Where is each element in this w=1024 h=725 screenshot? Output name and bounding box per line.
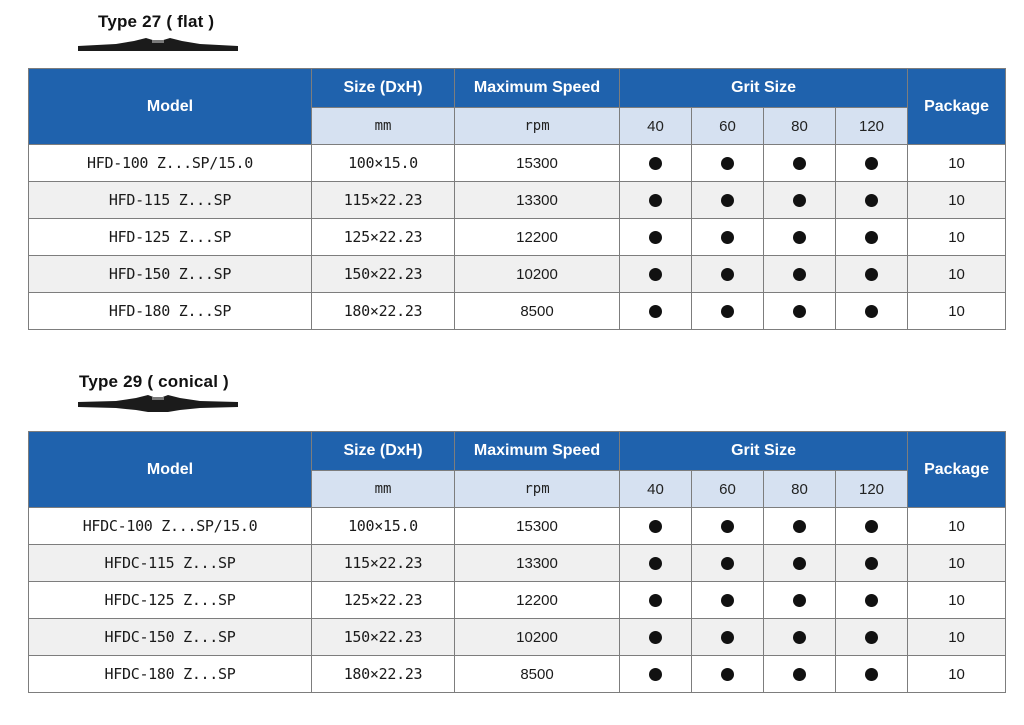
cell-grit <box>620 219 692 256</box>
availability-dot-icon <box>649 157 662 170</box>
table-row <box>29 508 1006 545</box>
cell-grit <box>620 508 692 545</box>
header-size-unit: mm <box>312 471 455 508</box>
cell-grit <box>764 219 836 256</box>
conical-flap-disc-icon <box>76 391 240 413</box>
cell-package: 10 <box>908 508 1006 545</box>
cell-speed: 10200 <box>455 256 620 293</box>
cell-grit <box>836 293 908 330</box>
availability-dot-icon <box>721 157 734 170</box>
availability-dot-icon <box>649 594 662 607</box>
availability-dot-icon <box>865 520 878 533</box>
cell-grit <box>620 656 692 693</box>
table-row <box>29 256 1006 293</box>
cell-grit <box>764 508 836 545</box>
availability-dot-icon <box>865 231 878 244</box>
cell-speed: 8500 <box>455 656 620 693</box>
cell-grit <box>764 656 836 693</box>
cell-model: HFDC-100 Z...SP/15.0 <box>29 508 312 545</box>
cell-model: HFD-125 Z...SP <box>29 219 312 256</box>
cell-grit <box>836 582 908 619</box>
cell-grit <box>620 545 692 582</box>
availability-dot-icon <box>649 305 662 318</box>
table-row <box>29 582 1006 619</box>
cell-model: HFD-180 Z...SP <box>29 293 312 330</box>
cell-package: 10 <box>908 293 1006 330</box>
availability-dot-icon <box>793 194 806 207</box>
cell-speed: 8500 <box>455 293 620 330</box>
cell-package: 10 <box>908 219 1006 256</box>
availability-dot-icon <box>721 668 734 681</box>
section-title: Type 27 ( flat ) <box>98 12 215 31</box>
cell-grit <box>620 619 692 656</box>
cell-grit <box>692 545 764 582</box>
cell-size: 125×22.23 <box>312 582 455 619</box>
cell-grit <box>764 145 836 182</box>
cell-package: 10 <box>908 182 1006 219</box>
cell-grit <box>692 619 764 656</box>
table-row <box>29 656 1006 693</box>
cell-speed: 13300 <box>455 545 620 582</box>
cell-grit <box>836 619 908 656</box>
cell-package: 10 <box>908 619 1006 656</box>
availability-dot-icon <box>649 268 662 281</box>
cell-size: 115×22.23 <box>312 182 455 219</box>
availability-dot-icon <box>649 631 662 644</box>
availability-dot-icon <box>649 231 662 244</box>
cell-package: 10 <box>908 545 1006 582</box>
cell-model: HFDC-180 Z...SP <box>29 656 312 693</box>
cell-grit <box>692 293 764 330</box>
header-grit-60: 60 <box>692 471 764 508</box>
availability-dot-icon <box>793 594 806 607</box>
availability-dot-icon <box>865 594 878 607</box>
header-grit-80: 80 <box>764 108 836 145</box>
cell-size: 115×22.23 <box>312 545 455 582</box>
spec-table <box>28 68 1006 330</box>
header-speed-unit: rpm <box>455 108 620 145</box>
cell-grit <box>836 508 908 545</box>
section-title: Type 29 ( conical ) <box>79 372 229 391</box>
cell-speed: 10200 <box>455 619 620 656</box>
cell-model: HFD-100 Z...SP/15.0 <box>29 145 312 182</box>
header-package: Package <box>908 69 1006 145</box>
cell-size: 150×22.23 <box>312 619 455 656</box>
availability-dot-icon <box>793 268 806 281</box>
availability-dot-icon <box>865 194 878 207</box>
cell-package: 10 <box>908 656 1006 693</box>
header-grit: Grit Size <box>620 69 908 108</box>
header-size-unit: mm <box>312 108 455 145</box>
cell-grit <box>620 582 692 619</box>
availability-dot-icon <box>649 668 662 681</box>
availability-dot-icon <box>649 194 662 207</box>
header-grit-60: 60 <box>692 108 764 145</box>
availability-dot-icon <box>721 268 734 281</box>
table-row <box>29 545 1006 582</box>
cell-model: HFDC-150 Z...SP <box>29 619 312 656</box>
cell-grit <box>692 256 764 293</box>
cell-grit <box>692 582 764 619</box>
availability-dot-icon <box>721 631 734 644</box>
availability-dot-icon <box>721 520 734 533</box>
availability-dot-icon <box>793 157 806 170</box>
availability-dot-icon <box>865 557 878 570</box>
header-grit-120: 120 <box>836 471 908 508</box>
header-package: Package <box>908 432 1006 508</box>
cell-grit <box>836 656 908 693</box>
cell-package: 10 <box>908 256 1006 293</box>
cell-model: HFDC-115 Z...SP <box>29 545 312 582</box>
cell-model: HFD-115 Z...SP <box>29 182 312 219</box>
header-grit-40: 40 <box>620 108 692 145</box>
availability-dot-icon <box>865 305 878 318</box>
cell-grit <box>764 582 836 619</box>
header-grit-40: 40 <box>620 471 692 508</box>
cell-grit <box>836 545 908 582</box>
cell-grit <box>620 293 692 330</box>
table-row <box>29 619 1006 656</box>
availability-dot-icon <box>721 231 734 244</box>
cell-model: HFD-150 Z...SP <box>29 256 312 293</box>
cell-grit <box>692 219 764 256</box>
cell-size: 180×22.23 <box>312 293 455 330</box>
cell-grit <box>692 145 764 182</box>
availability-dot-icon <box>649 557 662 570</box>
cell-speed: 15300 <box>455 145 620 182</box>
table-row <box>29 145 1006 182</box>
cell-grit <box>620 182 692 219</box>
cell-size: 150×22.23 <box>312 256 455 293</box>
header-size: Size (DxH) <box>312 69 455 108</box>
cell-grit <box>620 145 692 182</box>
header-size: Size (DxH) <box>312 432 455 471</box>
cell-package: 10 <box>908 145 1006 182</box>
cell-grit <box>764 619 836 656</box>
header-grit-120: 120 <box>836 108 908 145</box>
cell-grit <box>764 256 836 293</box>
availability-dot-icon <box>721 194 734 207</box>
cell-speed: 12200 <box>455 219 620 256</box>
cell-grit <box>692 182 764 219</box>
cell-grit <box>692 508 764 545</box>
cell-model: HFDC-125 Z...SP <box>29 582 312 619</box>
cell-speed: 15300 <box>455 508 620 545</box>
availability-dot-icon <box>865 631 878 644</box>
header-model: Model <box>29 69 312 145</box>
cell-size: 180×22.23 <box>312 656 455 693</box>
cell-grit <box>692 656 764 693</box>
cell-grit <box>620 256 692 293</box>
availability-dot-icon <box>649 520 662 533</box>
cell-grit <box>836 256 908 293</box>
table-row <box>29 182 1006 219</box>
availability-dot-icon <box>793 668 806 681</box>
availability-dot-icon <box>793 305 806 318</box>
availability-dot-icon <box>721 557 734 570</box>
cell-size: 100×15.0 <box>312 145 455 182</box>
cell-grit <box>836 219 908 256</box>
availability-dot-icon <box>793 631 806 644</box>
availability-dot-icon <box>865 157 878 170</box>
cell-grit <box>764 293 836 330</box>
header-grit-80: 80 <box>764 471 836 508</box>
spec-table <box>28 431 1006 693</box>
availability-dot-icon <box>793 557 806 570</box>
availability-dot-icon <box>793 231 806 244</box>
availability-dot-icon <box>721 594 734 607</box>
header-speed: Maximum Speed <box>455 432 620 471</box>
cell-grit <box>836 145 908 182</box>
header-grit: Grit Size <box>620 432 908 471</box>
cell-grit <box>836 182 908 219</box>
flat-flap-disc-icon <box>76 33 240 53</box>
table-row <box>29 293 1006 330</box>
availability-dot-icon <box>793 520 806 533</box>
header-speed-unit: rpm <box>455 471 620 508</box>
cell-package: 10 <box>908 582 1006 619</box>
cell-size: 125×22.23 <box>312 219 455 256</box>
table-row <box>29 219 1006 256</box>
cell-grit <box>764 182 836 219</box>
availability-dot-icon <box>865 268 878 281</box>
header-model: Model <box>29 432 312 508</box>
header-speed: Maximum Speed <box>455 69 620 108</box>
cell-size: 100×15.0 <box>312 508 455 545</box>
cell-speed: 12200 <box>455 582 620 619</box>
availability-dot-icon <box>721 305 734 318</box>
cell-speed: 13300 <box>455 182 620 219</box>
availability-dot-icon <box>865 668 878 681</box>
cell-grit <box>764 545 836 582</box>
